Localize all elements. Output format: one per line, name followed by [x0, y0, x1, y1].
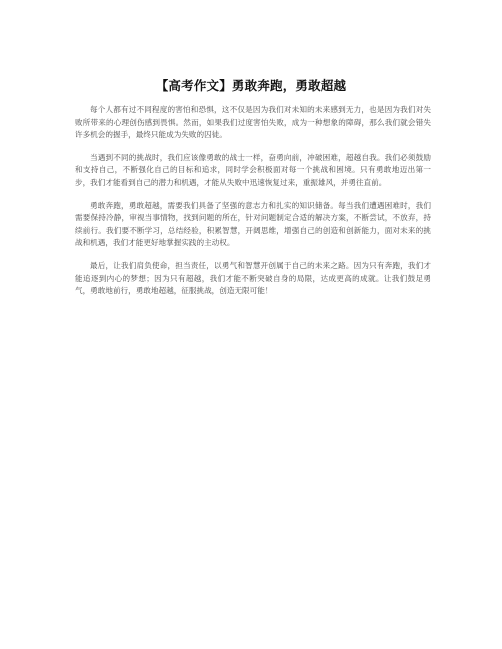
article-body: [75, 104, 431, 308]
paragraph-2: 当遇到不同的挑战时，我们应该像勇敢的战士一样，奋勇向前，冲破困难，超越自我。我们必须鼓励和支持自己，不断强化自己的目标和追求，同时学会积极面对每一个挑战和困境。只有勇敢地迈出第一步，我们才能看到自己的潜力和机遇，才能从失败中迅速恢复过来，重振雄风，并勇往直前。: [75, 152, 431, 187]
paragraph-1: 每个人都有过不同程度的害怕和恐惧，这不仅是因为我们对未知的未来感到无力，也是因为我们对失败所带来的心理创伤感到畏惧。然而，如果我们过度害怕失败，成为一种想象的障碍，那么我们就会错失许多机会的握手，最终只能成为失败的囚徒。: [75, 105, 431, 140]
paragraph-4: 最后，让我们肩负使命，担当责任，以勇气和智慧开创属于自己的未来之路。因为只有奔跑，我们才能追逐到内心的梦想；因为只有超越，我们才能不断突破自身的局限，达成更高的成就。让我们鼓足勇气，勇敢地前行，勇敢地超越，征服挑战，创造无限可能！: [75, 260, 431, 296]
paragraph-3: 勇敢奔跑，勇敢超越，需要我们具备了坚强的意志力和扎实的知识储备。每当我们遭遇困难时，我们需要保持冷静，审视当事情物，找到问题的所在，针对问题制定合适的解决方案，不断尝试，不放弃，持续前行。我们要不断学习，总结经验，积累智慧，开阔思维，增强自己的创造和创新能力，面对未来的挑战和机遇，我们才能更好地掌握实践的主动权。: [75, 200, 431, 248]
page-title: 【高考作文】勇敢奔跑，勇敢超越: [155, 78, 347, 93]
